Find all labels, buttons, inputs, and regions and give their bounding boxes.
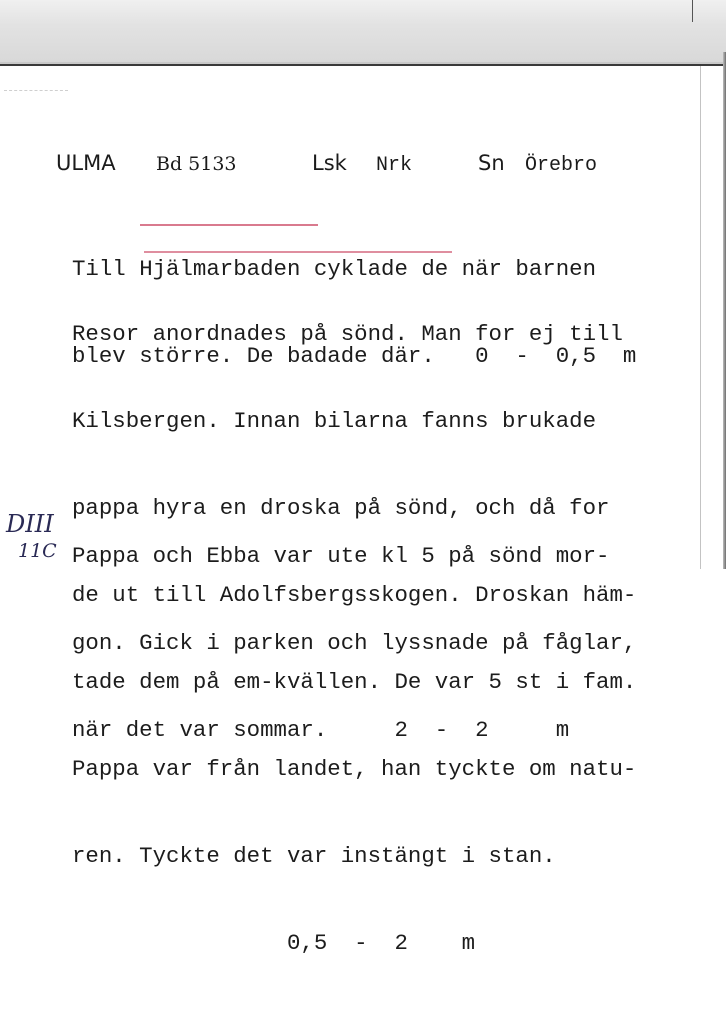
text-line: Pappa var från landet, han tyckte om natu-: [72, 756, 637, 782]
archive-label: ULMA: [56, 151, 116, 175]
text-segment: Till: [72, 256, 140, 282]
text-line: de ut till Adolfsbergsskogen. Droskan häm-: [72, 582, 637, 608]
distance-range-line: 0,5 - 2 m: [72, 930, 476, 956]
text-line: Pappa och Ebba var ute kl 5 på sönd mor-: [72, 543, 610, 569]
scan-background-strip: [0, 0, 726, 64]
text-segment: större.: [139, 343, 234, 369]
landskap-label: Lsk: [312, 151, 347, 175]
text-line: Resor anordnades på sönd. Man for ej till: [72, 321, 623, 347]
card-fold-line: [700, 66, 701, 569]
card-top-edge: [0, 64, 726, 66]
text-line: när det var sommar. 2 - 2 m: [72, 717, 570, 743]
place-name-hjalmarbaden: Hjälmarbaden: [139, 256, 301, 282]
socken-value: Örebro: [525, 154, 598, 177]
landskap-value: Nrk: [376, 154, 413, 177]
text-segment: cyklade de när barnen: [300, 256, 597, 282]
distance-range: 0 - 0,5 m: [434, 343, 637, 369]
red-underline: [144, 251, 452, 253]
red-underline: [140, 224, 318, 226]
text-line: ren. Tyckte det var instängt i stan.: [72, 843, 556, 869]
paragraph-morning: [72, 484, 636, 803]
faint-guide-line: [4, 90, 68, 92]
text-line: tade dem på em-kvällen. De var 5 st i fam.: [72, 669, 637, 695]
record-number: Bd 5133: [156, 153, 237, 175]
handwritten-mark: 11C: [18, 540, 57, 562]
handwritten-mark: DIII: [6, 510, 54, 538]
text-segment: blev: [72, 343, 140, 369]
underlined-bathing-phrase: De badade där.: [246, 343, 435, 369]
text-line: gon. Gick i parken och lyssnade på fåglar,: [72, 630, 637, 656]
text-line: pappa hyra en droska på sönd, och då for: [72, 495, 610, 521]
card-header: [56, 151, 676, 185]
text-line: Kilsbergen. Innan bilarna fanns brukade: [72, 408, 597, 434]
scan-mark: [692, 0, 693, 22]
socken-label: Sn: [478, 151, 505, 175]
